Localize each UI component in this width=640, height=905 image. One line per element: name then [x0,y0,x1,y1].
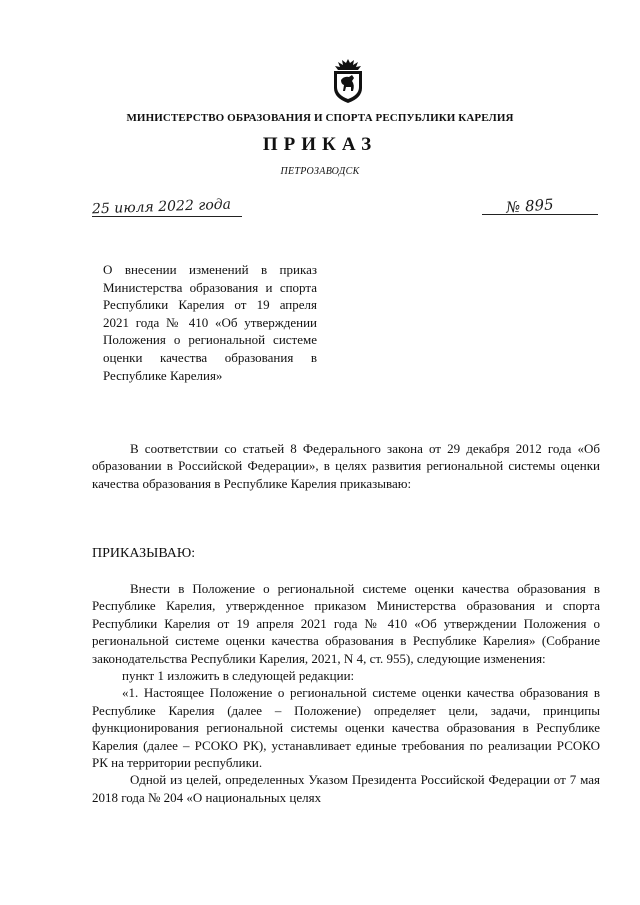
ministry-name: МИНИСТЕРСТВО ОБРАЗОВАНИЯ И СПОРТА РЕСПУБЛИКИ КАРЕЛИЯ [126,112,514,124]
number-underline [482,214,598,215]
intro-paragraph: В соответствии со статьей 8 Федерального закона от 29 декабря 2012 года «Об образовании в Российской Федерации», в целях развития региональной системы оценки качества образования в Республике Карелия приказываю: [92,441,600,491]
date-underline [92,216,242,217]
intro-section [92,440,600,492]
order-subject: О внесении изменений в приказ Министерства образования и спорта Республики Карелия от 19 апреля 2021 года № 410 «Об утверждении Положения о региональной системе оценки качества образования в Республике Карелия» [103,262,317,383]
coat-of-arms-icon [330,58,366,104]
main-text [92,580,600,806]
order-word: ПРИКАЗЫВАЮ: [92,546,196,561]
paragraph: «1. Настоящее Положение о региональной системе оценки качества образования в Республике Карелия (далее – Положение) определяет цели, задачи, принципы функционирования региональной системы оценки качества образования в Республике Карелия (далее – РСОКО РК), устанавливает единые требования по реализации РСОКО РК на территории республики. [92,685,600,771]
handwritten-date: 25 июля 2022 года [91,196,232,218]
paragraph: Одной из целей, определенных Указом Президента Российской Федерации от 7 мая 2018 года № 204 «О национальных целях [92,772,600,805]
paragraph: пункт 1 изложить в следующей редакции: [122,668,355,684]
city-name: ПЕТРОЗАВОДСК [280,166,360,177]
handwritten-number: № 895 [505,195,555,217]
document-type-title: ПРИКАЗ [262,134,378,155]
paragraph: Внести в Положение о региональной системе оценки качества образования в Республике Карелия, утвержденное приказом Министерства образования и спорта Республики Карелия от 19 апреля 2021 года № 410 «Об утверждении Положения о региональной системе оценки качества образования в Республике Карелия» (Собрание законодательства Республики Карелия, 2021, N 4, ст. 955), следующие изменения: [92,581,600,666]
